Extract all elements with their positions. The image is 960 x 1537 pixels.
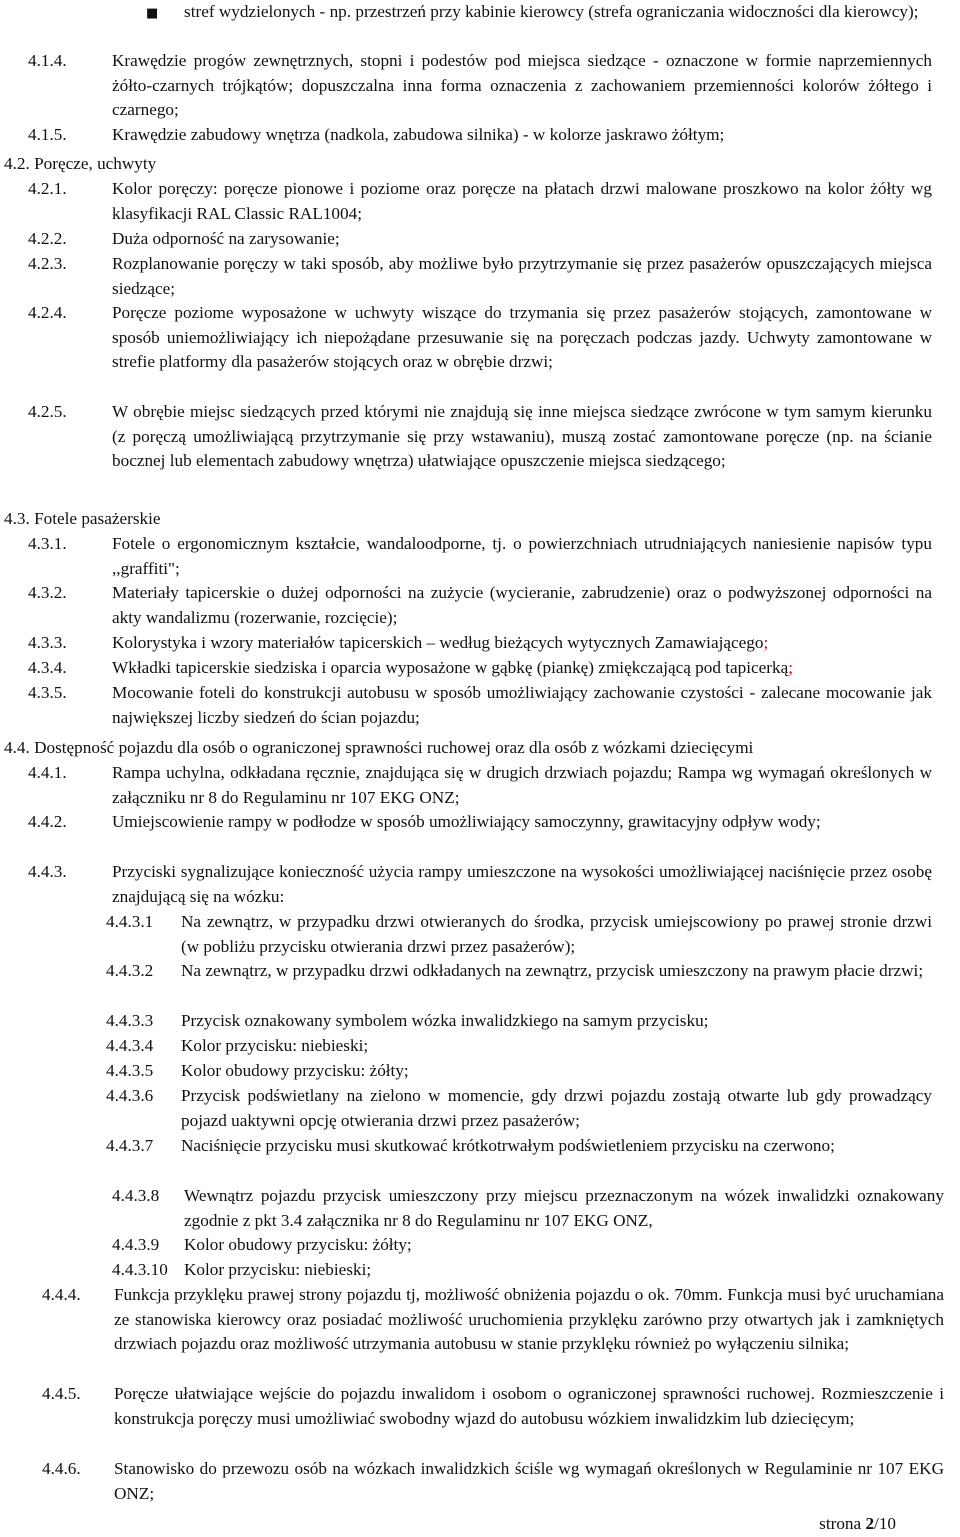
list-item-text	[112, 631, 932, 656]
section-number: 4.4.3.6	[106, 1086, 154, 1105]
list-item-text: stref wydzielonych - np. przestrzeń przy kabinie kierowcy (strefa ograniczania widoczności dla kierowcy);	[184, 2, 919, 21]
section-number: 4.3.2.	[28, 583, 67, 602]
section-number: 4.4.3.4	[106, 1036, 154, 1055]
section-number: 4.4.5.	[42, 1384, 81, 1403]
section-number: 4.4.3.7	[106, 1136, 154, 1155]
list-item	[28, 860, 932, 909]
section-number: 4.4.3.10	[112, 1260, 168, 1279]
list-item	[106, 1009, 932, 1034]
list-item-text: Kolor obudowy przycisku: żółty;	[181, 1061, 409, 1080]
list-item	[42, 1457, 944, 1506]
list-item-text-main: Wkładki tapicerskie siedziska i oparcia wyposażone w gąbkę (piankę) zmiękczającą pod tapicerką	[112, 658, 789, 677]
section-heading: 4.2. Poręcze, uchwyty	[4, 154, 157, 173]
list-item-text: Przyciski sygnalizujące konieczność użycia rampy umieszczone na wysokości umożliwiającej naciśnięcie przez osobę znajdującą się na wózku:	[112, 862, 932, 906]
list-item-text: Umiejscowienie rampy w podłodze w sposób umożliwiający samoczynny, grawitacyjny odpływ wody;	[112, 812, 821, 831]
list-item	[28, 656, 944, 681]
section-number: 4.1.4.	[28, 51, 67, 70]
section-number: 4.4.3.	[28, 862, 67, 881]
section-number: 4.4.1.	[28, 763, 67, 782]
page-number-current: 2	[865, 1514, 875, 1533]
section-number: 4.4.3.1	[106, 912, 154, 931]
list-item-text-main: Kolorystyka i wzory materiałów tapicerskich – według bieżących wytycznych Zamawiającego	[112, 633, 764, 652]
list-item	[146, 0, 932, 27]
list-item-text: Krawędzie zabudowy wnętrza (nadkola, zabudowa silnika) - w kolorze jaskrawo żółtym;	[112, 125, 725, 144]
list-item-text: Przycisk podświetlany na zielono w momencie, gdy drzwi pojazdu zostają otwarte lub gdy prowadzący pojazd uaktywni opcję otwierania drzwi przez pasażerów;	[181, 1086, 932, 1130]
list-item	[106, 1134, 958, 1159]
list-item	[28, 581, 932, 630]
list-item	[28, 631, 932, 656]
section-heading: 4.4. Dostępność pojazdu dla osób o ograniczonej sprawności ruchowej oraz dla osób z wózkami dziecięcymi	[4, 738, 754, 757]
section-number: 4.4.3.5	[106, 1061, 154, 1080]
list-item-text: W obrębie miejsc siedzących przed którymi nie znajdują się inne miejsca siedzące zwrócone w tym samym kierunku (z poręczą umożliwiającą przytrzymanie się przy wstawaniu), muszą zostać zamontowane poręcze (np. na ścianie bocznej lub elementach zabudowy wnętrza) ułatwiające opuszczenie miejsca siedzącego;	[112, 402, 932, 471]
section-number: 4.4.4.	[42, 1285, 81, 1304]
list-item-text: Rozplanowanie poręczy w taki sposób, aby możliwe było przytrzymanie się przez pasażerów opuszczających miejsca siedzące;	[112, 254, 932, 298]
list-item-text: Na zewnątrz, w przypadku drzwi odkładanych na zewnątrz, przycisk umieszczony na prawym płacie drzwi;	[181, 961, 924, 980]
section-number: 4.3.1.	[28, 534, 67, 553]
page-number-separator: /	[874, 1514, 879, 1533]
list-item-text	[112, 656, 944, 681]
list-item-text: Materiały tapicerskie o dużej odporności na zużycie (wycieranie, zabrudzenie) oraz o podwyższonej odporności na akty wandalizmu (rozerwanie, rozcięcie);	[112, 583, 932, 627]
list-item	[28, 123, 932, 148]
red-punctuation: ;	[763, 633, 769, 652]
page-number	[819, 1512, 896, 1537]
list-item	[28, 252, 932, 301]
list-item	[28, 177, 932, 226]
list-item	[106, 959, 932, 984]
list-item-text: Kolor obudowy przycisku: żółty;	[184, 1235, 412, 1254]
list-item	[42, 1382, 944, 1431]
list-item-text: Poręcze poziome wyposażone w uchwyty wiszące do trzymania się przez pasażerów stojących, zamontowane w sposób uniemożliwiający ich niepożądane przesuwanie się na poręczach podczas jazdy. Uchwyty zamontowane w strefie platformy dla pasażerów stojących oraz w obrębie drzwi;	[112, 303, 932, 372]
list-item	[28, 301, 932, 375]
bullet-icon: ■	[146, 6, 159, 21]
list-item	[28, 761, 932, 810]
red-punctuation: ;	[788, 658, 793, 677]
list-item-text: Naciśnięcie przycisku musi skutkować krótkotrwałym podświetleniem przycisku na czerwono;	[181, 1136, 835, 1155]
page-number-label: strona	[819, 1514, 862, 1533]
list-item-text: Funkcja przyklęku prawej strony pojazdu tj, możliwość obniżenia pojazdu o ok. 70mm. Funkcja musi być uruchamiana ze stanowiska kierowcy oraz posiadać możliwość uruchomienia przyklęku zarówno przy otwartych jak i zamkniętych drzwiach pojazdu oraz możliwość utrzymania autobusu w stanie przyklęku również po wyłączeniu silnika;	[114, 1285, 944, 1354]
list-item	[112, 1233, 932, 1258]
list-item	[42, 1283, 944, 1357]
list-item	[106, 910, 932, 959]
list-item	[28, 532, 932, 581]
list-item-text: Poręcze ułatwiające wejście do pojazdu inwalidom i osobom o ograniczonej sprawności ruchowej. Rozmieszczenie i konstrukcja poręczy musi umożliwiać swobodny wjazd do autobusu wózkiem inwalidzkim lub dziecięcym;	[114, 1384, 944, 1428]
list-item	[28, 49, 932, 123]
list-item-text: Kolor przycisku: niebieski;	[184, 1260, 372, 1279]
page-number-total: 10	[878, 1514, 896, 1533]
section-number: 4.2.5.	[28, 402, 67, 421]
section-number: 4.4.3.9	[112, 1235, 160, 1254]
section-number: 4.4.3.2	[106, 961, 154, 980]
list-item-text: Stanowisko do przewozu osób na wózkach inwalidzkich ściśle wg wymagań określonych w Regulaminie nr 107 EKG ONZ;	[114, 1459, 944, 1503]
list-item	[28, 227, 932, 252]
list-item-text: Kolor poręczy: poręcze pionowe i poziome oraz poręcze na płatach drzwi malowane proszkowo na kolor żółty wg klasyfikacji RAL Classic RAL1004;	[112, 179, 932, 223]
list-item	[112, 1184, 944, 1233]
list-item-text: Przycisk oznakowany symbolem wózka inwalidzkiego na samym przycisku;	[181, 1011, 709, 1030]
section-number: 4.3.5.	[28, 683, 67, 702]
list-item-text: Na zewnątrz, w przypadku drzwi otwieranych do środka, przycisk umiejscowiony po prawej stronie drzwi (w pobliżu przycisku otwierania drzwi przez pasażerów);	[181, 912, 932, 956]
section-number: 4.2.4.	[28, 303, 67, 322]
section-number: 4.4.2.	[28, 812, 67, 831]
section-number: 4.2.2.	[28, 229, 67, 248]
list-item	[28, 810, 958, 835]
list-item-text: Krawędzie progów zewnętrznych, stopni i podestów pod miejsca siedzące - oznaczone w formie naprzemiennych żółto-czarnych trójkątów; dopuszczalna inna forma oznaczenia z zachowaniem przemienności kolorów żółtego i czarnego;	[112, 51, 932, 120]
list-item-text: Wewnątrz pojazdu przycisk umieszczony przy miejscu przeznaczonym na wózek inwalidzki oznakowany zgodnie z pkt 3.4 załącznika nr 8 do Regulaminu nr 107 EKG ONZ,	[184, 1186, 944, 1230]
section-number: 4.3.4.	[28, 658, 67, 677]
section-number: 4.4.3.8	[112, 1186, 160, 1205]
section-number: 4.4.3.3	[106, 1011, 154, 1030]
section-heading: 4.3. Fotele pasażerskie	[4, 509, 161, 528]
list-item	[28, 400, 932, 474]
list-item	[106, 1084, 932, 1133]
section-number: 4.4.6.	[42, 1459, 81, 1478]
list-item-text: Duża odporność na zarysowanie;	[112, 229, 340, 248]
list-item	[112, 1258, 932, 1283]
list-item-text: Rampa uchylna, odkładana ręcznie, znajdująca się w drugich drzwiach pojazdu; Rampa wg wymagań określonych w załączniku nr 8 do Regulaminu nr 107 EKG ONZ;	[112, 763, 932, 807]
section-number: 4.1.5.	[28, 125, 67, 144]
section-number: 4.3.3.	[28, 633, 67, 652]
list-item	[28, 681, 932, 730]
list-item	[106, 1034, 932, 1059]
list-item-text: Mocowanie foteli do konstrukcji autobusu w sposób umożliwiający zachowanie czystości - zalecane mocowanie jak największej liczby siedzeń do ścian pojazdu;	[112, 683, 932, 727]
list-item-text: Kolor przycisku: niebieski;	[181, 1036, 369, 1055]
section-number: 4.2.1.	[28, 179, 67, 198]
list-item	[106, 1059, 932, 1084]
list-item-text: Fotele o ergonomicznym kształcie, wandaloodporne, tj. o powierzchniach utrudniających naniesienie napisów typu ,,graffiti";	[112, 534, 932, 578]
section-number: 4.2.3.	[28, 254, 67, 273]
